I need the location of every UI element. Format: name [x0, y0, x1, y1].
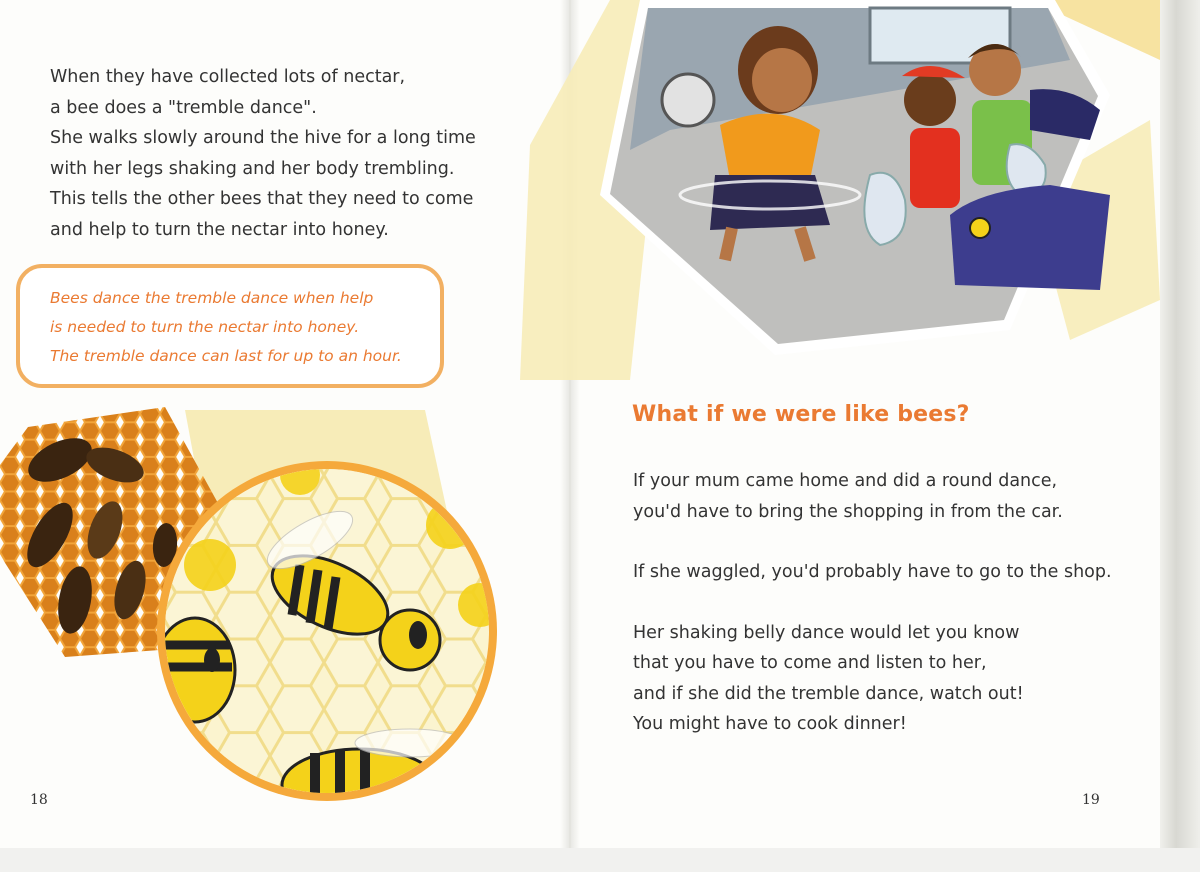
fact-callout [16, 264, 444, 388]
paragraph [633, 466, 1112, 527]
page-edge [1160, 0, 1200, 848]
text-line: a bee does a "tremble dance". [50, 97, 317, 118]
text-line: that you have to come and listen to her, [633, 653, 987, 673]
section-heading: What if we were like bees? [632, 402, 970, 427]
text-line: This tells the other bees that they need to come [50, 189, 474, 209]
text-line: and if she did the tremble dance, watch out! [633, 683, 1024, 704]
paragraph [633, 618, 1112, 740]
scan-margin [0, 848, 1200, 872]
text-line: When they have collected lots of nectar, [50, 67, 406, 87]
page-number: 19 [1082, 792, 1100, 808]
text-line: If your mum came home and did a round dance, [633, 471, 1058, 491]
callout-line: The tremble dance can last for up to an hour. [50, 347, 402, 365]
scene-hexagon [600, 0, 1110, 355]
tremble-dance-paragraph [50, 62, 476, 245]
page-number: 18 [30, 792, 48, 808]
bees-comparison-text [633, 466, 1112, 770]
family-illustration [510, 0, 1160, 380]
callout-line: Bees dance the tremble dance when help [50, 289, 374, 307]
text-line: You might have to cook dinner! [633, 714, 907, 734]
bees-illustration [0, 405, 560, 845]
callout-line: is needed to turn the nectar into honey. [50, 318, 360, 336]
text-line: Her shaking belly dance would let you know [633, 622, 1020, 643]
text-line: you'd have to bring the shopping in from the car. [633, 501, 1063, 522]
text-line: with her legs shaking and her body trembling. [50, 158, 455, 179]
text-line: She walks slowly around the hive for a long time [50, 128, 476, 148]
paragraph [633, 557, 1112, 588]
text-line: and help to turn the nectar into honey. [50, 219, 389, 240]
text-line: If she waggled, you'd probably have to go to the shop. [633, 562, 1112, 582]
